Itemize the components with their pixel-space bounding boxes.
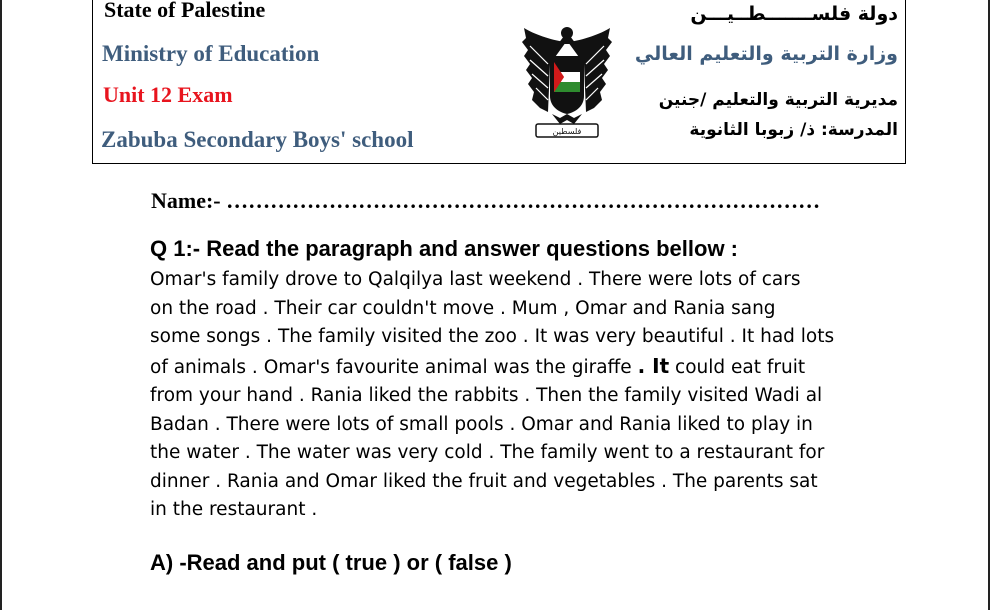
subquestion-a-title: A) -Read and put ( true ) or ( false ) — [150, 550, 512, 575]
paragraph-line-4-start: of animals . Omar's favourite animal was the giraffe — [150, 356, 638, 378]
state-title-en: State of Palestine — [104, 0, 266, 22]
reading-paragraph — [150, 266, 850, 525]
page-left-border — [0, 0, 2, 610]
paragraph-line-4-end: could eat fruit — [669, 356, 806, 378]
directorate-ar: مديرية التربية والتعليم /جنين — [658, 90, 898, 110]
school-name-en: Zabuba Secondary Boys' school — [101, 127, 414, 152]
paragraph-line: in the restaurant . — [150, 499, 318, 520]
state-title-ar: دولة فلســـــــطــيـــن — [690, 3, 898, 25]
paragraph-line: Badan . There were lots of small pools . Omar and Rania liked to play in — [150, 413, 813, 435]
paragraph-line: the water . The water was very cold . The family went to a restaurant for — [150, 442, 825, 463]
paragraph-line — [150, 352, 850, 383]
palestine-eagle-emblem — [520, 24, 612, 142]
paragraph-bold-it: . It — [637, 353, 670, 378]
school-name-ar: المدرسة: ذ/ زبوبا الثانوية — [689, 120, 898, 140]
emblem-banner-text: فلسطين — [552, 127, 582, 136]
paragraph-line: dinner . Rania and Omar liked the fruit and vegetables . The parents sat — [150, 470, 818, 492]
student-name-field[interactable]: Name:- ……………………………………………………………………… — [151, 188, 821, 213]
paragraph-line: on the road . Their car couldn't move . Mum , Omar and Rania sang — [150, 297, 776, 319]
paragraph-line: some songs . The family visited the zoo . It was very beautiful . It had lots — [150, 326, 835, 347]
question-1-title: Q 1:- Read the paragraph and answer questions bellow : — [150, 236, 738, 261]
paragraph-line: from your hand . Rania liked the rabbits . Then the family visited Wadi al — [150, 385, 823, 406]
paragraph-line: Omar's family drove to Qalqilya last weekend . There were lots of cars — [150, 269, 801, 290]
ministry-title-en: Ministry of Education — [102, 41, 320, 66]
ministry-title-ar: وزارة التربية والتعليم العالي — [634, 43, 898, 65]
exam-title: Unit 12 Exam — [103, 82, 233, 107]
page-right-border — [988, 0, 990, 610]
